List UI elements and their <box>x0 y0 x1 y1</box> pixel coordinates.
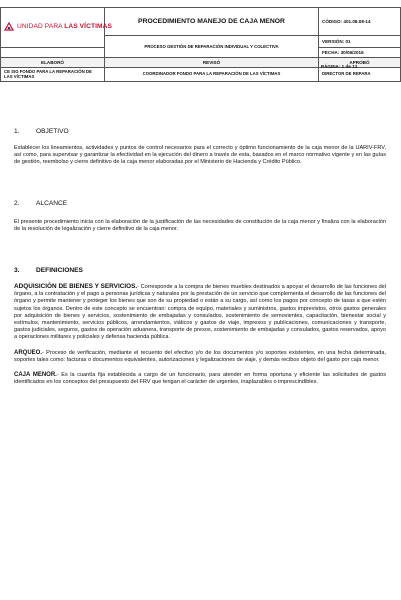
meta-version: VERSIÓN: 01 <box>319 36 401 48</box>
definition-text: - Es la cuantía fija establecida a cargo de un funcionario, para atender en forma oportuna y eficiente las solicitudes de gastos identificados en los conceptos del presupuesto del FRV que tengan el carácter de urgentes, inaplazables o imprescindibles. <box>14 372 387 386</box>
alcance-paragraph: El presente procedimiento inicia con la elaboración de la justificación de las necesidades de constitución de la caja menor y finaliza con la elaboración de la resolución de legalización y cierre definitivo de la caja menor. <box>14 218 386 232</box>
definition-text: - Corresponde a la compra de bienes muebles destinados a apoyar el desarrollo de las funciones del órgano, a la contratación y el pago a personas jurídicas y naturales por la prestación de un servicio que complementa el desarrollo de las funciones del órgano y permite mantener y proteger los bienes que son de su propiedad o están a su cargo, así como los pagos por concepto de tasas a que estén sujetos los órganos. Dentro de este concepto se encuentran: compra de equipo, materiales y suministros, gastos imprevistos, otros gastos generales por adquisición de bienes y servicios, sostenimiento de embajadas y consulados, sostenimiento de semovientes, capacitación, bienestar social y estímulos, mantenimiento, servicios públicos, arrendamientos, viáticos y gastos de viaje, impresos y publicaciones, comunicaciones y transporte, gastos judiciales, seguros, gastos de operación aduanera, transporte de presos, sostenimiento de embajadas y consulados, gastos reservados, apoyo a operaciones militares y policiales y defensa hacienda pública. <box>14 284 386 341</box>
section-heading-definiciones <box>14 267 386 274</box>
document-title: PROCEDIMIENTO MANEJO DE CAJA MENOR <box>105 8 319 36</box>
definition-term: ARQUEO. <box>14 349 43 356</box>
section-number: 3. <box>14 267 20 275</box>
logo-cell <box>1 8 112 48</box>
definition-text: - Proceso de verificación, mediante el recuento del efectivo y/o de los documentos y/o soportes existentes, en una fecha determinada, soportes tales como: facturas o documentos equivalentes, autorizaciones y legalizaciones de viaje, y demás recibos objeto del gasto por caja menor. <box>14 349 386 363</box>
section-number: 1. <box>14 128 20 135</box>
unidad-victimas-logo <box>4 22 112 32</box>
definition-caja-menor <box>14 372 386 386</box>
logo-spacer <box>1 48 105 58</box>
column-elaboro: ELABORÓ <box>1 58 105 68</box>
section-heading-objetivo <box>14 128 386 135</box>
meta-codigo: CÓDIGO: 401.08.08-14 <box>319 8 401 36</box>
logo-text-prefix: UNIDAD PARA <box>17 23 65 30</box>
document-header-table <box>0 7 401 82</box>
meta-pagina: PÁGINA: 1 de 12 <box>321 64 358 69</box>
section-title: OBJETIVO <box>36 128 69 135</box>
column-reviso: REVISÓ <box>105 58 319 68</box>
column-aprobo: APROBÓ <box>319 58 401 68</box>
objetivo-paragraph: Establecer los lineamientos, actividades y puntos de control necesarios para el correcto y óptimo funcionamiento de la caja menor de la UARIV-FRV, así como, para supervisar y garantizar la efectividad en la ejecución del dinero a través de esta, basados en el marco normativo vigente y en las guías de gestión, reembolso y cierre definitivo de la caja menor elaboradas por el Ministerio de Hacienda y Crédito Público. <box>14 145 386 166</box>
definition-arqueo <box>14 350 386 364</box>
document-body <box>14 120 386 386</box>
definition-term: CAJA MENOR. <box>14 372 57 379</box>
definition-adquisicion <box>14 283 386 342</box>
signer-aprobo: DIRECTOR DE REPARA <box>319 68 401 82</box>
section-heading-alcance <box>14 200 386 207</box>
section-title: DEFINICIONES <box>36 267 83 275</box>
meta-fecha: FECHA: 30/06/2016 <box>319 48 401 58</box>
section-number: 2. <box>14 199 20 207</box>
section-title: ALCANCE <box>36 199 68 207</box>
signer-elaboro: CE SIG FONDO PARA LA REPARACIÓN DE LAS VÍCTIMAS <box>1 68 105 82</box>
logo-text-bold: LAS VÍCTIMAS <box>64 23 112 30</box>
signer-reviso: COORDINADOR FONDO PARA LA REPARACIÓN DE LAS VÍCTIMAS <box>105 68 319 82</box>
process-name: PROCESO GESTIÓN DE REPARACIÓN INDIVIDUAL Y COLECTIVA <box>105 36 319 58</box>
definition-term: ADQUISICIÓN DE BIENES Y SERVICIOS. <box>14 283 138 291</box>
logo-mark-icon <box>4 22 14 32</box>
